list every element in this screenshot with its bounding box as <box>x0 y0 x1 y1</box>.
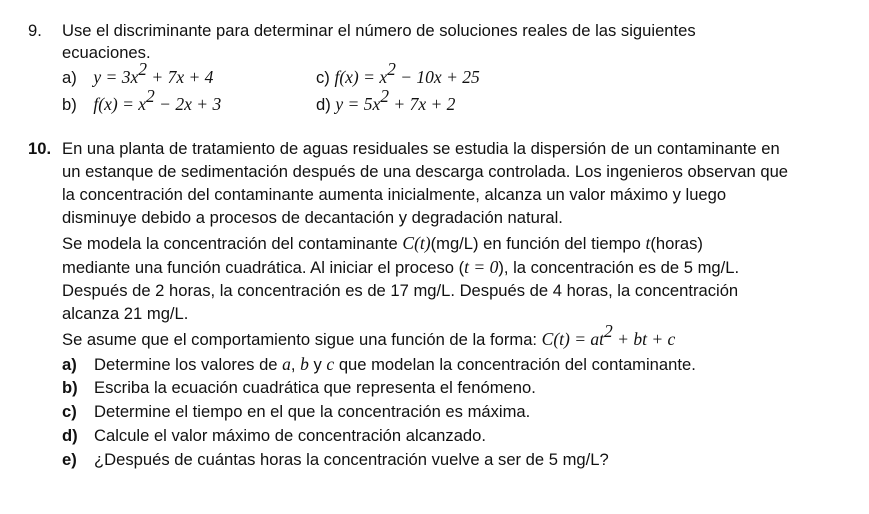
form-text: Se asume que el comportamiento sigue una función de la forma: <box>62 330 542 349</box>
question-10-p1-line2: un estanque de sedimentación después de una descarga controlada. Los ingenieros observan que <box>62 162 789 181</box>
question-10-data-line2: alcanza 21 mg/L. <box>62 304 189 323</box>
equation-term: − 10 <box>395 67 434 87</box>
equation-eq: = 5 <box>343 94 373 114</box>
equation-var: x <box>418 94 427 114</box>
model-text: (mg/L) en función del tiempo <box>430 234 646 253</box>
equation-lhs: y <box>93 67 102 87</box>
coefficient-a: a <box>282 354 291 374</box>
question-10-p1-line3: la concentración del contaminante aumenta inicialmente, alcanza un valor máximo y luego <box>62 185 727 204</box>
equation-c <box>316 59 480 89</box>
question-10-p1-line4: disminuye debido a procesos de decantación y degradación natural. <box>62 208 563 227</box>
question-10-form-line <box>62 321 676 351</box>
equation-d <box>316 86 456 116</box>
subquestion-text: Calcule el valor máximo de concentración alcanzado. <box>94 426 487 445</box>
equation-eq: = 3 <box>101 67 131 87</box>
equation-exponent: 2 <box>146 86 155 107</box>
initial-text: ), la concentración es de 5 mg/L. <box>498 258 740 277</box>
coefficient-b: b <box>300 354 309 374</box>
equation-lhs: y <box>335 94 344 114</box>
equation-b <box>62 86 222 116</box>
equation-eq: = <box>117 94 139 114</box>
model-text: Se modela la concentración del contaminante <box>62 234 403 253</box>
equation-lhs: f <box>334 67 340 87</box>
subquestion-label: a) <box>62 355 77 374</box>
subquestion-text: que modelan la concentración del contaminante. <box>334 355 696 374</box>
question-10-data-line: Después de 2 horas, la concentración es de 17 mg/L. Después de 4 horas, la concentración <box>62 281 739 300</box>
question-10-p1-line1: En una planta de tratamiento de aguas residuales se estudia la dispersión de un contaminante en <box>62 139 780 158</box>
form-equation-tail: + bt + c <box>612 329 676 349</box>
equation-var: x <box>184 94 192 114</box>
concentration-function: C(t) <box>402 233 431 253</box>
subquestion-label: e) <box>62 450 77 469</box>
subquestion-text: Escriba la ecuación cuadrática que representa el fenómeno. <box>94 378 536 397</box>
equation-tail: + 4 <box>184 67 214 87</box>
equation-var: x <box>176 67 185 87</box>
equation-arg: (x) <box>98 94 118 114</box>
initial-text: mediante una función cuadrática. Al iniciar el proceso ( <box>62 258 465 277</box>
subquestion-text: ¿Después de cuántas horas la concentración vuelve a ser de 5 mg/L? <box>94 450 609 469</box>
equation-exponent: 2 <box>380 86 390 107</box>
subquestion-label: c) <box>62 402 77 421</box>
item-label: d) <box>316 95 331 114</box>
form-exponent: 2 <box>604 321 613 342</box>
equation-exponent: 2 <box>387 59 396 80</box>
time-variable: t <box>645 233 651 253</box>
equation-lhs: f <box>93 94 99 114</box>
subquestion-a <box>62 353 696 376</box>
item-label: b) <box>62 95 77 114</box>
question-9-number: 9. <box>28 21 42 40</box>
equation-a <box>62 59 214 89</box>
subquestion-c <box>62 401 530 423</box>
subquestion-text: Determine el tiempo en el que la concentración es máxima. <box>94 402 531 421</box>
equation-eq: = <box>358 67 380 87</box>
subquestion-b <box>62 377 536 399</box>
initial-time: t = 0 <box>464 257 499 277</box>
question-9-text-line2: ecuaciones. <box>62 43 151 62</box>
item-label: a) <box>62 68 77 87</box>
question-9-text-line1: Use el discriminante para determinar el número de soluciones reales de las siguientes <box>62 21 696 40</box>
equation-var: x <box>433 67 442 87</box>
question-10-model-line <box>62 232 703 255</box>
form-equation: C(t) = at <box>541 329 605 349</box>
separator: y <box>308 355 327 374</box>
equation-term: + 7 <box>147 67 177 87</box>
equation-var: x <box>138 94 147 114</box>
equation-tail: + 3 <box>191 94 222 114</box>
question-10-number: 10. <box>28 139 52 158</box>
equation-var: x <box>372 94 381 114</box>
question-10-initial-line <box>62 256 739 279</box>
subquestion-d <box>62 425 486 447</box>
subquestion-label: d) <box>62 426 78 445</box>
equation-tail: + 25 <box>441 67 480 87</box>
equation-arg: (x) <box>339 67 359 87</box>
model-text: (horas) <box>650 234 703 253</box>
coefficient-c: c <box>326 354 335 374</box>
equation-var: x <box>379 67 388 87</box>
subquestion-e <box>62 449 609 471</box>
subquestion-text: Determine los valores de <box>94 355 283 374</box>
separator: , <box>290 355 301 374</box>
equation-var: x <box>130 67 139 87</box>
item-label: c) <box>316 68 330 87</box>
equation-tail: + 2 <box>426 94 456 114</box>
equation-term: − 2 <box>154 94 185 114</box>
subquestion-label: b) <box>62 378 78 397</box>
equation-exponent: 2 <box>138 59 148 80</box>
equation-term: + 7 <box>389 94 419 114</box>
